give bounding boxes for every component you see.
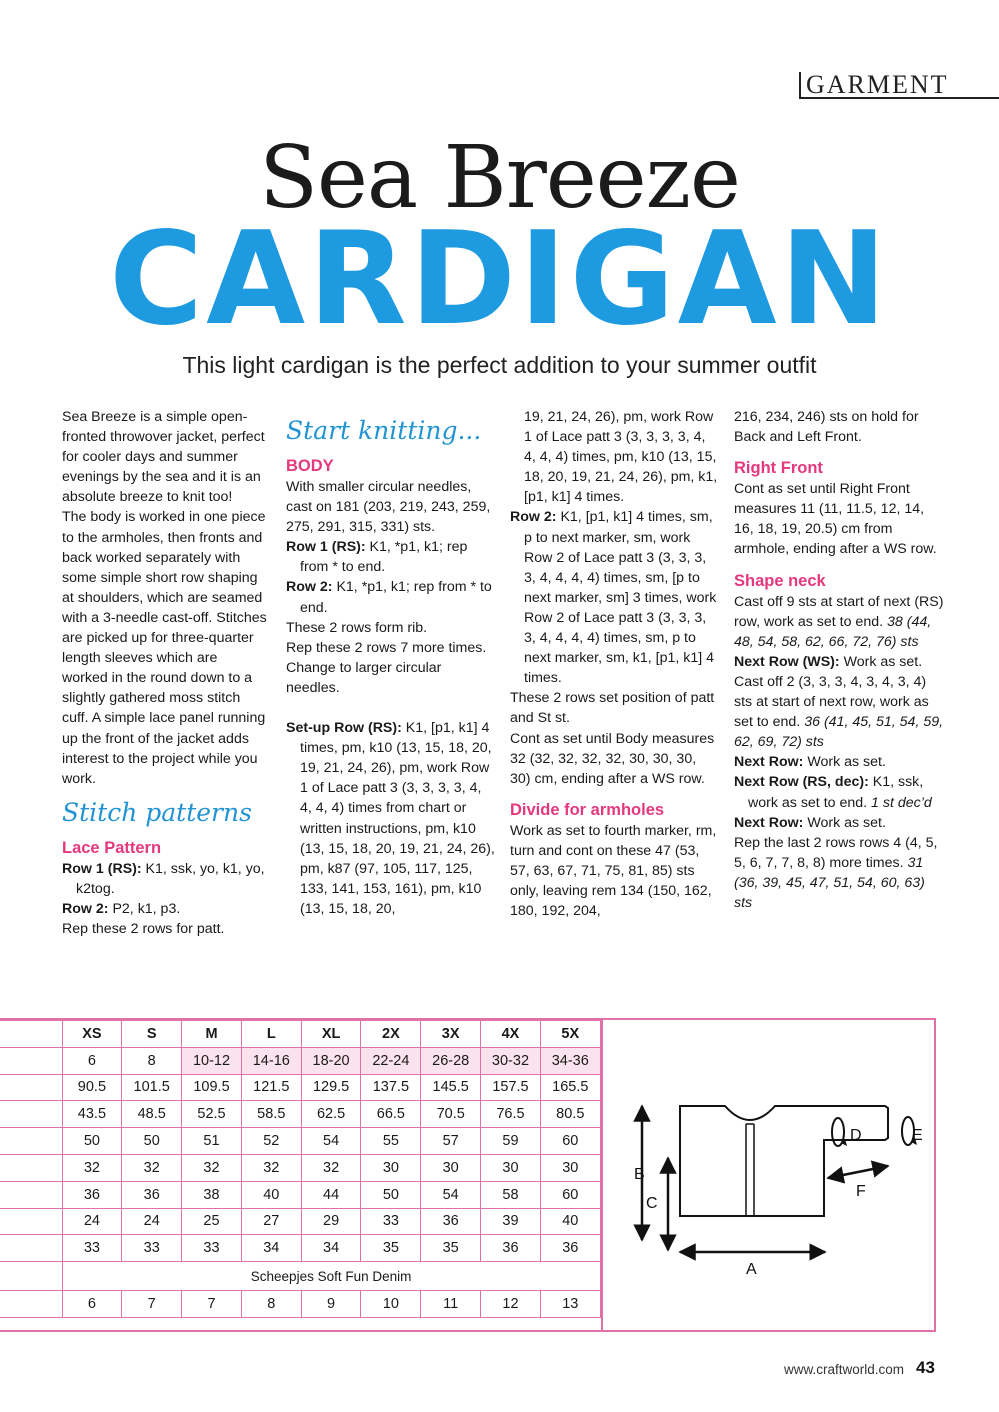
start-knitting-heading: Start knitting... xyxy=(286,416,482,445)
table-cell: 33 xyxy=(182,1235,242,1262)
size-header-cell: 2X xyxy=(361,1021,421,1048)
label-f: F xyxy=(856,1183,866,1200)
size-header-cell: S xyxy=(122,1021,182,1048)
table-cell: 52 xyxy=(241,1128,301,1155)
divide-text: Work as set to fourth marker, rm, turn and cont on these 47 (53, 57, 63, 67, 71, 75, 81, 85) sts only, leaving rem 134 (150, 162, 180, 192, 204, xyxy=(510,822,717,920)
cast-off-2-text: Cast off 2 (3, 3, 3, 4, 3, 4, 3, 4) sts at start of next row, work as set to end. 36 (41, 45, 51, 54, 59, 62, 69, 72) sts xyxy=(734,673,944,751)
column-right-front xyxy=(734,407,944,913)
table-cell: 10-12 xyxy=(182,1047,242,1074)
footer-url: www.craftworld.com xyxy=(784,1362,905,1377)
size-header-cell: 3X xyxy=(421,1021,481,1048)
yarn-name: Scheepjes Soft Fun Denim xyxy=(62,1262,600,1291)
table-cell: 62.5 xyxy=(301,1101,361,1128)
table-cell: 57 xyxy=(421,1128,481,1155)
row-label-cell xyxy=(0,1047,62,1074)
body-heading: BODY xyxy=(286,457,334,475)
table-row xyxy=(0,1208,600,1235)
table-cell: 30-32 xyxy=(481,1047,541,1074)
table-cell: 34 xyxy=(301,1235,361,1262)
table-cell: 35 xyxy=(421,1235,481,1262)
next-row: Next Row: Work as set. xyxy=(734,754,886,771)
table-row xyxy=(0,1101,600,1128)
table-cell: 33 xyxy=(62,1235,122,1262)
table-row xyxy=(0,1074,600,1101)
table-cell: 8 xyxy=(122,1047,182,1074)
table-cell: 66.5 xyxy=(361,1101,421,1128)
table-cell: 101.5 xyxy=(122,1074,182,1101)
table-cell: 32 xyxy=(241,1154,301,1181)
table-cell: 70.5 xyxy=(421,1101,481,1128)
cardigan-front-band xyxy=(746,1124,754,1216)
table-cell: 18-20 xyxy=(301,1047,361,1074)
table-cell: 40 xyxy=(540,1208,600,1235)
divide-armholes-heading: Divide for armholes xyxy=(510,800,665,819)
table-cell: 32 xyxy=(122,1154,182,1181)
table-cell: 40 xyxy=(241,1181,301,1208)
table-cell: 25 xyxy=(182,1208,242,1235)
next-row-ws: Next Row (WS): Work as set. xyxy=(734,653,923,670)
table-cell: 58.5 xyxy=(241,1101,301,1128)
table-cell: 157.5 xyxy=(481,1074,541,1101)
title-line1: Sea Breeze xyxy=(259,128,740,228)
subtitle: This light cardigan is the perfect addition to your summer outfit xyxy=(182,352,817,378)
balls-row xyxy=(0,1291,600,1318)
table-cell: 22-24 xyxy=(361,1047,421,1074)
table-cell: 109.5 xyxy=(182,1074,242,1101)
size-header-cell: M xyxy=(182,1021,242,1048)
table-cell: 38 xyxy=(182,1181,242,1208)
table-cell: 35 xyxy=(361,1235,421,1262)
table-cell: 36 xyxy=(481,1235,541,1262)
intro-paragraph: Sea Breeze is a simple open-fronted throwover jacket, perfect for cooler days and summer evenings by the sea and it is an absolute breeze to knit too! xyxy=(62,409,265,506)
set-text: These 2 rows set position of patt and St st. xyxy=(510,690,715,727)
label-b: B xyxy=(634,1166,645,1183)
table-cell: 10 xyxy=(361,1291,421,1318)
row-label-cell xyxy=(0,1101,62,1128)
table-cell: 76.5 xyxy=(481,1101,541,1128)
right-front-text: Cont as set until Right Front measures 11 (11, 11.5, 12, 14, 16, 18, 19, 20.5) cm from armhole, ending after a WS row. xyxy=(734,481,937,558)
table-row xyxy=(0,1128,600,1155)
table-cell: 52.5 xyxy=(182,1101,242,1128)
table-cell: 9 xyxy=(301,1291,361,1318)
cast-off-9-text: Cast off 9 sts at start of next (RS) row, work as set to end. 38 (44, 48, 54, 58, 62, 66, 72, 76) sts xyxy=(734,593,944,650)
row-label-cell xyxy=(0,1181,62,1208)
cont-text: Cont as set until Body measures 32 (32, 32, 32, 32, 30, 30, 30, 30) cm, ending after a WS row. xyxy=(510,730,715,787)
size-table xyxy=(0,1020,601,1318)
row-label-cell xyxy=(0,1291,62,1318)
table-row xyxy=(0,1047,600,1074)
table-cell: 145.5 xyxy=(421,1074,481,1101)
table-cell: 30 xyxy=(540,1154,600,1181)
table-cell: 121.5 xyxy=(241,1074,301,1101)
table-cell: 50 xyxy=(361,1181,421,1208)
table-cell: 54 xyxy=(421,1181,481,1208)
table-cell: 55 xyxy=(361,1128,421,1155)
label-a: A xyxy=(746,1261,757,1278)
next-row: Next Row: Work as set. xyxy=(734,814,886,831)
cast-on-text: With smaller circular needles, cast on 181 (203, 219, 243, 259, 275, 291, 315, 331) sts. xyxy=(286,479,491,536)
table-cell: 137.5 xyxy=(361,1074,421,1101)
table-cell: 14-16 xyxy=(241,1047,301,1074)
table-cell: 90.5 xyxy=(62,1074,122,1101)
row-label-cell xyxy=(0,1208,62,1235)
table-cell: 7 xyxy=(182,1291,242,1318)
table-cell: 39 xyxy=(481,1208,541,1235)
shape-neck-heading: Shape neck xyxy=(734,571,826,590)
row-2-text: Row 2: K1, [p1, k1] 4 times, sm, p to next marker, sm, work Row 2 of Lace patt 3 (3, 3, 3, 3, 4, 4, 4, 4) times, sm, [p to next marker, sm] 3 times, work Row 2 of Lace patt 3 (3, 3, 3, 3, 4, 4, 4, 4) times, sm, p to next marker, sm, k1, [p1, k1] 4 times. xyxy=(510,509,717,687)
table-cell: 33 xyxy=(361,1208,421,1235)
table-cell: 50 xyxy=(62,1128,122,1155)
table-cell: 44 xyxy=(301,1181,361,1208)
change-needles-text: Change to larger circular needles. xyxy=(286,659,442,696)
table-cell: 6 xyxy=(62,1291,122,1318)
row-label-cell xyxy=(0,1262,62,1291)
section-rule xyxy=(799,72,801,98)
row-label-cell xyxy=(0,1235,62,1262)
page-number: 43 xyxy=(916,1358,935,1377)
table-cell: 59 xyxy=(481,1128,541,1155)
size-header-cell: 5X xyxy=(540,1021,600,1048)
table-cell: 32 xyxy=(182,1154,242,1181)
yarn-row xyxy=(0,1262,600,1291)
table-row xyxy=(0,1181,600,1208)
table-cell: 129.5 xyxy=(301,1074,361,1101)
size-header-cell: XL xyxy=(301,1021,361,1048)
label-d: D xyxy=(850,1127,862,1144)
table-cell: 36 xyxy=(540,1235,600,1262)
lace-pattern-heading: Lace Pattern xyxy=(62,838,162,857)
table-cell: 165.5 xyxy=(540,1074,600,1101)
table-cell: 8 xyxy=(241,1291,301,1318)
row-label-cell xyxy=(0,1154,62,1181)
stitch-patterns-heading: Stitch patterns xyxy=(62,797,252,827)
table-cell: 54 xyxy=(301,1128,361,1155)
table-cell: 12 xyxy=(481,1291,541,1318)
row-label-cell xyxy=(0,1021,62,1048)
column-body-cont xyxy=(510,407,720,921)
row-label-cell xyxy=(0,1128,62,1155)
table-cell: 48.5 xyxy=(122,1101,182,1128)
table-cell: 32 xyxy=(301,1154,361,1181)
table-cell: 29 xyxy=(301,1208,361,1235)
row-label-cell xyxy=(0,1074,62,1101)
table-cell: 43.5 xyxy=(62,1101,122,1128)
lace-row-1: Row 1 (RS): K1, ssk, yo, k1, yo, k2tog. xyxy=(62,860,265,897)
table-cell: 36 xyxy=(122,1181,182,1208)
size-header-row xyxy=(0,1021,600,1048)
right-front-heading: Right Front xyxy=(734,459,823,478)
setup-row: Set-up Row (RS): K1, [p1, k1] 4 times, pm, k10 (13, 15, 18, 20, 19, 21, 24, 26), pm, work Row 1 of Lace patt 3 (3, 3, 3, 3, 4, 4, 4, 4) times from chart or written instructions, pm, k10 (13, 15, 18, 20, 19, 21, 24, 26), pm, k87 (97, 105, 117, 125, 133, 141, 153, 161), pm, k10 (13, 15, 18, 20, xyxy=(286,720,495,917)
table-cell: 24 xyxy=(122,1208,182,1235)
rib-text: These 2 rows form rib. xyxy=(286,619,428,636)
title-line2: CARDIGAN xyxy=(109,205,890,354)
next-row-dec: Next Row (RS, dec): K1, ssk, work as set to end. 1 st dec’d xyxy=(734,774,932,811)
label-e: E xyxy=(912,1127,923,1144)
size-header-cell: 4X xyxy=(481,1021,541,1048)
table-cell: 24 xyxy=(62,1208,122,1235)
table-row xyxy=(0,1154,600,1181)
table-cell: 32 xyxy=(62,1154,122,1181)
table-cell: 58 xyxy=(481,1181,541,1208)
size-header-cell: L xyxy=(241,1021,301,1048)
table-cell: 50 xyxy=(122,1128,182,1155)
table-cell: 36 xyxy=(62,1181,122,1208)
table-cell: 36 xyxy=(421,1208,481,1235)
table-cell: 26-28 xyxy=(421,1047,481,1074)
section-label: GARMENT xyxy=(806,70,949,99)
table-row xyxy=(0,1235,600,1262)
table-cell: 13 xyxy=(540,1291,600,1318)
table-cell: 80.5 xyxy=(540,1101,600,1128)
column-body xyxy=(286,407,496,919)
table-cell: 11 xyxy=(421,1291,481,1318)
lace-repeat: Rep these 2 rows for patt. xyxy=(62,921,225,938)
garment-schematic xyxy=(620,1090,930,1290)
setup-row-cont: 19, 21, 24, 26), pm, work Row 1 of Lace patt 3 (3, 3, 3, 3, 4, 4, 4, 4) times, pm, k10 (13, 15, 18, 20, 19, 21, 24, 26), pm, k1, [p1, k1] 4 times. xyxy=(524,409,718,506)
table-cell: 30 xyxy=(361,1154,421,1181)
table-cell: 33 xyxy=(122,1235,182,1262)
table-cell: 30 xyxy=(421,1154,481,1181)
table-cell: 51 xyxy=(182,1128,242,1155)
repeat-text: Rep the last 2 rows rows 4 (4, 5, 5, 6, 7, 7, 8, 8) more times. 31 (36, 39, 45, 47, 51, 54, 60, 63) sts xyxy=(734,834,938,911)
table-cell: 30 xyxy=(481,1154,541,1181)
label-c: C xyxy=(646,1195,658,1212)
table-cell: 27 xyxy=(241,1208,301,1235)
table-cell: 34 xyxy=(241,1235,301,1262)
hold-text: 216, 234, 246) sts on hold for Back and Left Front. xyxy=(734,409,919,446)
table-cell: 60 xyxy=(540,1181,600,1208)
table-cell: 6 xyxy=(62,1047,122,1074)
column-intro xyxy=(62,407,267,939)
dimension-f-arrow xyxy=(828,1166,888,1178)
table-cell: 34-36 xyxy=(540,1047,600,1074)
size-chart-divider xyxy=(601,1018,603,1332)
table-cell: 60 xyxy=(540,1128,600,1155)
intro-paragraph: The body is worked in one piece to the armholes, then fronts and back worked separately with some simple short row shaping at shoulders, which are seamed with a 3-needle cast-off. Stitches are picked up for three-quarter length sleeves which are worked in the round down to a slightly gathered moss stitch cuff. A simple lace panel running up the front of the jacket adds interest to the project while you work. xyxy=(62,509,267,787)
rib-row-1: Row 1 (RS): K1, *p1, k1; rep from * to end. xyxy=(286,539,468,576)
lace-row-2: Row 2: P2, k1, p3. xyxy=(62,900,181,917)
rep-text: Rep these 2 rows 7 more times. xyxy=(286,639,487,656)
size-header-cell: XS xyxy=(62,1021,122,1048)
rib-row-2: Row 2: K1, *p1, k1; rep from * to end. xyxy=(286,579,492,616)
table-cell: 7 xyxy=(122,1291,182,1318)
